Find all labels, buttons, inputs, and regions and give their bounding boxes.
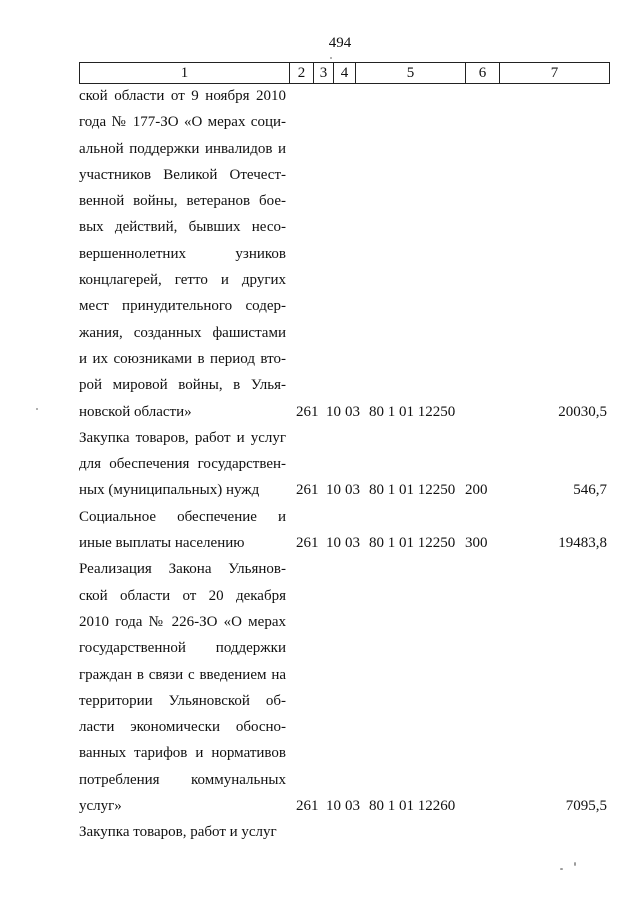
description-line: года № 177-ЗО «О мерах соци- <box>79 114 286 131</box>
cell-col-7: 546,7 <box>573 482 607 499</box>
cell-col-3: 10 <box>326 535 341 552</box>
cell-col-4: 03 <box>345 403 360 420</box>
cell-col-4: 03 <box>345 535 360 552</box>
cell-col-3: 10 <box>326 403 341 420</box>
cell-col-4: 03 <box>345 482 360 499</box>
cell-col-7: 7095,5 <box>565 798 607 815</box>
column-header-6: 6 <box>466 63 500 84</box>
row-description <box>79 83 286 425</box>
table-row <box>0 504 640 557</box>
description-line: ласти экономически обосно- <box>79 719 286 736</box>
row-description <box>79 556 286 819</box>
cell-col-2: 261 <box>296 482 319 499</box>
column-header-4: 4 <box>334 63 356 84</box>
cell-col-5: 80 1 01 12250 <box>369 403 456 420</box>
description-line: Закупка товаров, работ и услуг <box>79 824 277 841</box>
cell-col-2: 261 <box>296 403 319 420</box>
cell-col-5: 80 1 01 12250 <box>369 535 456 552</box>
description-line: участников Великой Отечест- <box>79 166 286 183</box>
description-line: вершеннолетних узников <box>79 245 286 262</box>
cell-col-2: 261 <box>296 798 319 815</box>
row-description <box>79 425 286 504</box>
description-line: 2010 года № 226-ЗО «О мерах <box>79 613 286 630</box>
description-line: жания, созданных фашистами <box>79 324 286 341</box>
cell-col-3: 10 <box>326 798 341 815</box>
table-row <box>0 819 640 845</box>
description-line: ской области от 20 декабря <box>79 587 286 604</box>
table-row <box>0 556 640 819</box>
scan-speck <box>574 862 576 866</box>
description-line: услуг» <box>79 798 122 815</box>
scan-speck <box>560 868 563 870</box>
description-line: государственной поддержки <box>79 640 286 657</box>
cell-col-5: 80 1 01 12260 <box>369 798 456 815</box>
description-line: и их союзниками в период вто- <box>79 350 286 367</box>
description-line: мест принудительного содер- <box>79 298 286 315</box>
description-line: Реализация Закона Ульянов- <box>79 561 286 578</box>
page-number: 494 <box>328 35 352 51</box>
row-description <box>79 819 286 845</box>
description-line: венной войны, ветеранов бое- <box>79 193 286 210</box>
column-header-3: 3 <box>314 63 334 84</box>
cell-col-6: 300 <box>465 535 488 552</box>
description-line: альной поддержки инвалидов и <box>79 140 286 157</box>
column-header-5: 5 <box>356 63 466 84</box>
row-description <box>79 504 286 557</box>
column-header-2: 2 <box>290 63 314 84</box>
column-header-7: 7 <box>500 63 610 84</box>
description-line: потребления коммунальных <box>79 771 286 788</box>
description-line: рой мировой войны, в Улья- <box>79 377 286 394</box>
description-line: иные выплаты населению <box>79 535 245 552</box>
table-row <box>0 83 640 425</box>
cell-col-7: 19483,8 <box>558 535 607 552</box>
cell-col-3: 10 <box>326 482 341 499</box>
table-row <box>0 425 640 504</box>
description-line: ской области от 9 ноября 2010 <box>79 88 286 104</box>
column-header-row <box>80 63 610 84</box>
description-line: новской области» <box>79 403 192 420</box>
cell-col-5: 80 1 01 12250 <box>369 482 456 499</box>
scan-speck <box>330 57 332 59</box>
description-line: территории Ульяновской об- <box>79 692 286 709</box>
description-line: вых действий, бывших несо- <box>79 219 286 236</box>
description-line: для обеспечения государствен- <box>79 456 286 473</box>
description-line: концлагерей, гетто и других <box>79 272 286 289</box>
description-line: Закупка товаров, работ и услуг <box>79 429 286 446</box>
cell-col-7: 20030,5 <box>558 403 607 420</box>
cell-col-6: 200 <box>465 482 488 499</box>
cell-col-2: 261 <box>296 535 319 552</box>
description-line: ных (муниципальных) нужд <box>79 482 260 499</box>
description-line: Социальное обеспечение и <box>79 508 286 525</box>
description-line: ванных тарифов и нормативов <box>79 745 286 762</box>
cell-col-4: 03 <box>345 798 360 815</box>
column-header-table <box>79 62 610 84</box>
scan-speck <box>36 408 38 410</box>
column-header-1: 1 <box>80 63 290 84</box>
description-line: граждан в связи с введением на <box>79 666 286 683</box>
